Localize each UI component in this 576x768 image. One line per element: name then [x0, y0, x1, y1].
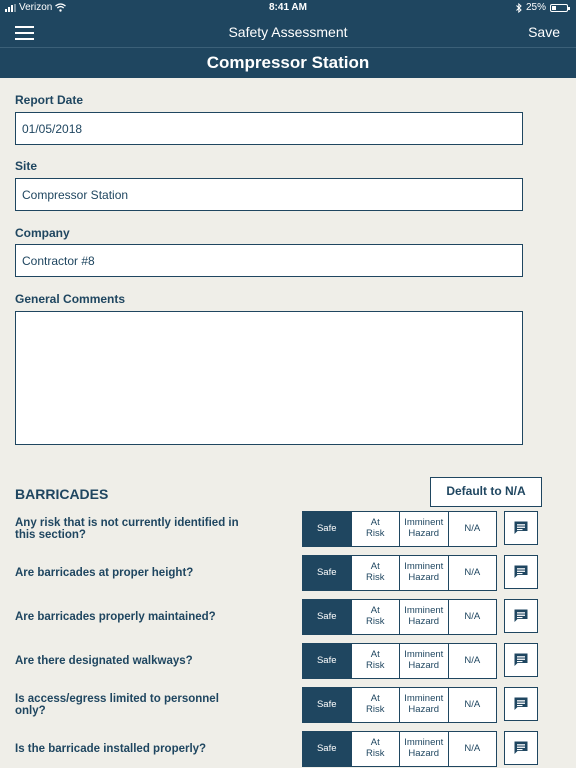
option-n-a[interactable] — [449, 688, 497, 722]
option-imminent-hazard[interactable] — [400, 688, 449, 722]
section-title: BARRICADES — [15, 486, 109, 502]
comment-button[interactable] — [504, 511, 538, 545]
general-comments-field[interactable] — [15, 311, 523, 445]
option-label: Imminent Hazard — [404, 517, 444, 539]
battery-icon — [550, 4, 568, 12]
option-label: Safe — [316, 522, 337, 534]
comment-icon — [513, 652, 529, 668]
rating-segmented-control — [302, 511, 497, 547]
rating-segmented-control — [302, 731, 497, 767]
default-to-na-button[interactable]: Default to N/A — [430, 477, 542, 507]
option-label: Imminent Hazard — [404, 693, 444, 715]
option-label: At Risk — [366, 649, 385, 671]
option-label: At Risk — [366, 737, 385, 759]
comment-icon — [513, 740, 529, 756]
option-imminent-hazard[interactable] — [400, 600, 449, 634]
option-label: N/A — [464, 610, 481, 622]
navigation-bar — [0, 16, 576, 48]
site-field[interactable] — [15, 178, 523, 211]
option-label: Imminent Hazard — [404, 649, 444, 671]
option-at-risk[interactable] — [352, 600, 401, 634]
option-n-a[interactable] — [449, 600, 497, 634]
carrier-name: Verizon — [19, 2, 53, 13]
status-bar — [0, 0, 576, 16]
company-label: Company — [15, 226, 70, 240]
question-row — [0, 555, 576, 591]
option-label: N/A — [464, 522, 481, 534]
status-time: 8:41 AM — [269, 2, 307, 13]
option-label: N/A — [464, 654, 481, 666]
option-label: Safe — [316, 654, 337, 666]
nav-title: Safety Assessment — [228, 24, 348, 40]
question-row — [0, 511, 576, 547]
option-at-risk[interactable] — [352, 688, 401, 722]
option-at-risk[interactable] — [352, 732, 401, 766]
comment-icon — [513, 608, 529, 624]
comment-button[interactable] — [504, 599, 538, 633]
option-safe[interactable] — [303, 556, 352, 590]
company-field[interactable] — [15, 244, 523, 277]
comment-icon — [513, 696, 529, 712]
question-text: Are barricades at proper height? — [15, 566, 194, 579]
comment-button[interactable] — [504, 555, 538, 589]
option-safe[interactable] — [303, 600, 352, 634]
option-label: At Risk — [366, 693, 385, 715]
rating-segmented-control — [302, 687, 497, 723]
question-text: Is access/egress limited to personnel only? — [15, 692, 219, 717]
bluetooth-icon — [516, 3, 522, 13]
question-text: Are there designated walkways? — [15, 654, 193, 667]
option-safe[interactable] — [303, 688, 352, 722]
page-header — [0, 48, 576, 78]
rating-segmented-control — [302, 643, 497, 679]
page-title: Compressor Station — [206, 53, 370, 72]
question-row — [0, 731, 576, 767]
question-row — [0, 687, 576, 723]
rating-segmented-control — [302, 555, 497, 591]
option-n-a[interactable] — [449, 556, 497, 590]
option-n-a[interactable] — [449, 512, 497, 546]
option-at-risk[interactable] — [352, 644, 401, 678]
option-safe[interactable] — [303, 732, 352, 766]
option-label: Imminent Hazard — [404, 561, 444, 583]
option-label: Safe — [316, 610, 337, 622]
option-label: At Risk — [366, 517, 385, 539]
option-n-a[interactable] — [449, 732, 497, 766]
comment-button[interactable] — [504, 687, 538, 721]
battery-percent: 25% — [525, 2, 546, 13]
option-imminent-hazard[interactable] — [400, 512, 449, 546]
option-label: Safe — [316, 566, 337, 578]
option-label: Imminent Hazard — [404, 737, 444, 759]
general-comments-label: General Comments — [15, 292, 126, 306]
option-n-a[interactable] — [449, 644, 497, 678]
option-label: Safe — [316, 698, 337, 710]
question-text: Any risk that is not currently identified in this section? — [15, 516, 239, 541]
option-label: Imminent Hazard — [404, 605, 444, 627]
status-right — [516, 2, 568, 13]
option-imminent-hazard[interactable] — [400, 644, 449, 678]
option-imminent-hazard[interactable] — [400, 556, 449, 590]
report-date-field[interactable] — [15, 112, 523, 145]
option-imminent-hazard[interactable] — [400, 732, 449, 766]
comment-button[interactable] — [504, 643, 538, 677]
comment-icon — [513, 564, 529, 580]
comment-icon — [513, 520, 529, 536]
comment-button[interactable] — [504, 731, 538, 765]
option-label: N/A — [464, 742, 481, 754]
rating-segmented-control — [302, 599, 497, 635]
report-date-label: Report Date — [15, 93, 84, 107]
question-text: Are barricades properly maintained? — [15, 610, 216, 623]
option-label: At Risk — [366, 561, 385, 583]
question-text: Is the barricade installed properly? — [15, 742, 207, 755]
option-label: N/A — [464, 566, 481, 578]
site-label: Site — [15, 159, 38, 173]
option-label: Safe — [316, 742, 337, 754]
save-button[interactable]: Save — [528, 24, 560, 40]
question-row — [0, 643, 576, 679]
option-at-risk[interactable] — [352, 556, 401, 590]
option-at-risk[interactable] — [352, 512, 401, 546]
option-label: N/A — [464, 698, 481, 710]
option-safe[interactable] — [303, 644, 352, 678]
question-row — [0, 599, 576, 635]
option-label: At Risk — [366, 605, 385, 627]
option-safe[interactable] — [303, 512, 352, 546]
